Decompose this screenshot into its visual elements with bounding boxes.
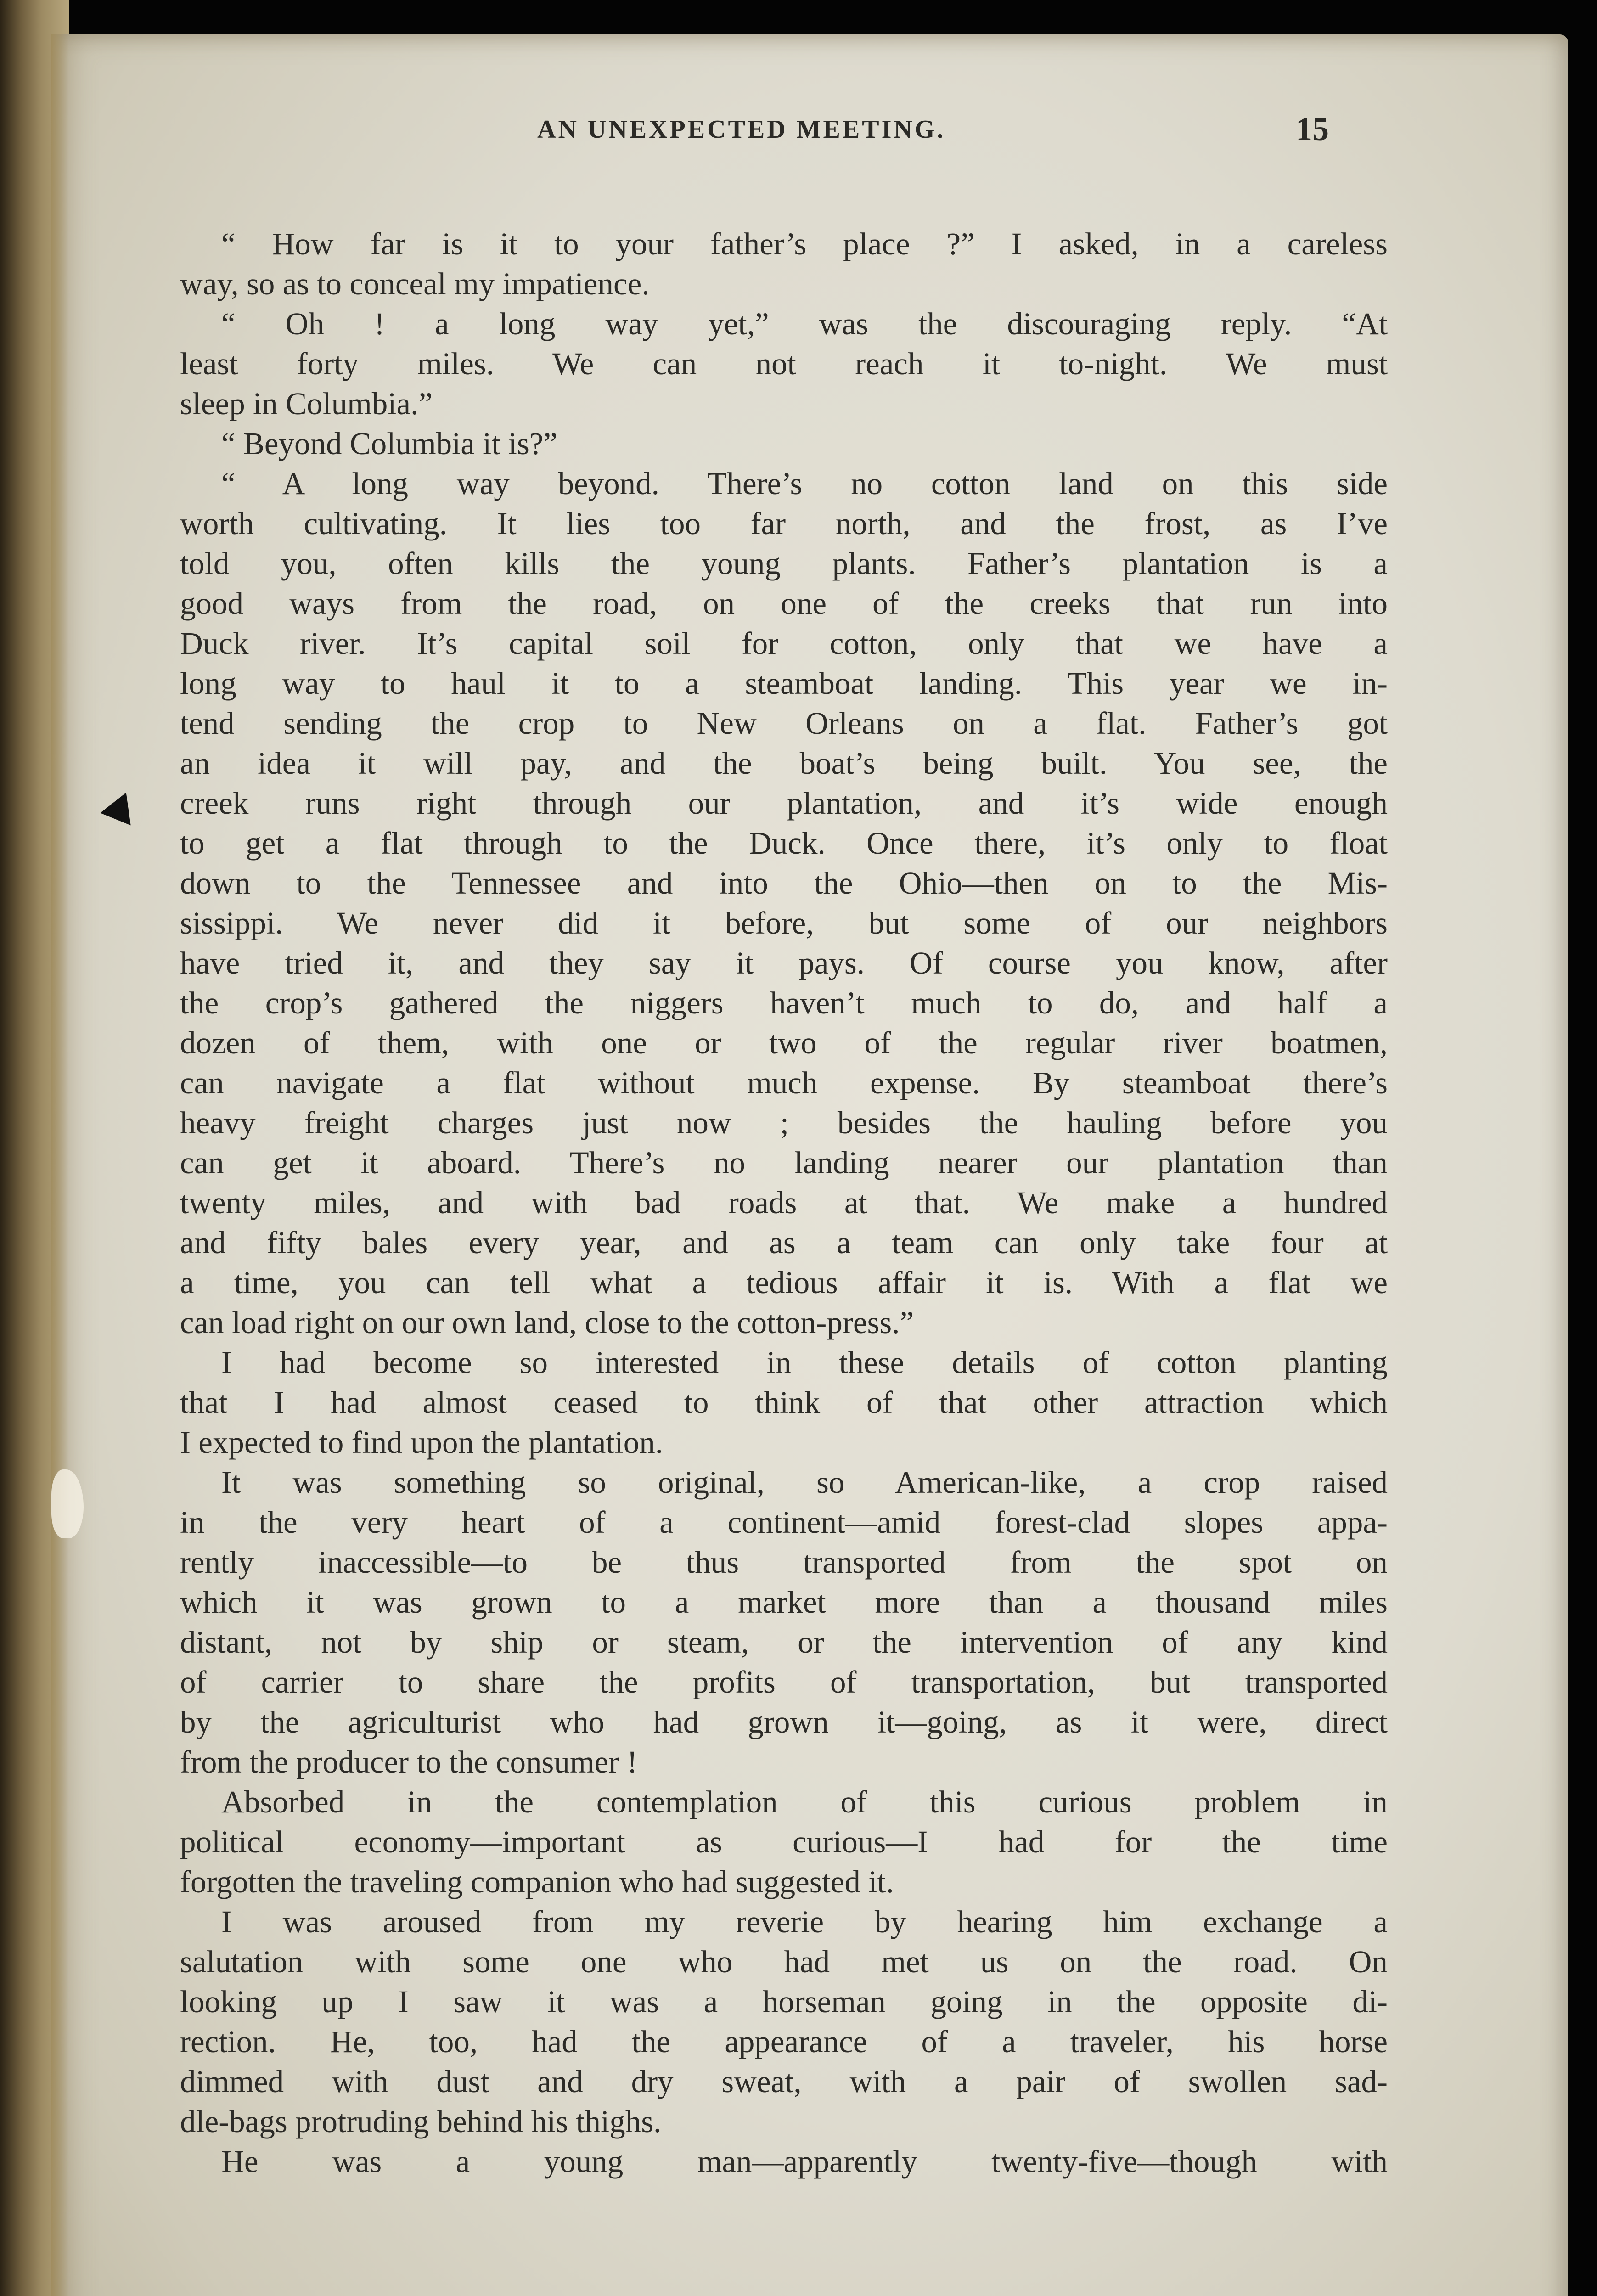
text-line: He was a young man—apparently twenty-five—though with [221, 2144, 1388, 2179]
text-line: sissippi. We never did it before, but some of our neighbors [180, 906, 1388, 940]
text-line: forgotten the traveling companion who had suggested it. [180, 1864, 894, 1899]
text-line: which it was grown to a market more than a thousand miles [180, 1585, 1388, 1620]
text-line: down to the Tennessee and into the Ohio—then on to the Mis- [180, 866, 1388, 900]
text-line: least forty miles. We can not reach it to-night. We must [180, 346, 1388, 381]
text-line: dimmed with dust and dry sweat, with a pair of swollen sad- [180, 2064, 1388, 2099]
text-line: and fifty bales every year, and as a team can only take four at [180, 1225, 1388, 1260]
text-line: by the agriculturist who had grown it—going, as it were, direct [180, 1705, 1388, 1739]
text-line: can load right on our own land, close to the cotton-press.” [180, 1305, 914, 1340]
text-line: in the very heart of a continent—amid forest-clad slopes appa- [180, 1505, 1388, 1540]
page-gutter [51, 34, 69, 2296]
text-line: can get it aboard. There’s no landing nearer our plantation than [180, 1145, 1388, 1180]
text-line: salutation with some one who had met us on the road. On [180, 1944, 1388, 1979]
text-line: an idea it will pay, and the boat’s being built. You see, the [180, 746, 1388, 781]
text-line: worth cultivating. It lies too far north, and the frost, as I’ve [180, 506, 1388, 541]
text-line: good ways from the road, on one of the creeks that run into [180, 586, 1388, 621]
text-line: rently inaccessible—to be thus transported from the spot on [180, 1545, 1388, 1580]
text-line: distant, not by ship or steam, or the intervention of any kind [180, 1625, 1388, 1660]
text-line: “ Oh ! a long way yet,” was the discouraging reply. “At [221, 306, 1388, 341]
text-line: heavy freight charges just now ; besides the hauling before you [180, 1105, 1388, 1140]
text-line: can navigate a flat without much expense. By steamboat there’s [180, 1065, 1388, 1100]
text-line: to get a flat through to the Duck. Once there, it’s only to float [180, 826, 1388, 861]
text-line: way, so as to conceal my impatience. [180, 266, 650, 301]
text-line: “ A long way beyond. There’s no cotton land on this side [221, 466, 1388, 501]
text-line: political economy—important as curious—I had for the time [180, 1824, 1388, 1859]
text-line: looking up I saw it was a horseman going in the opposite di- [180, 1984, 1388, 2019]
text-line: Absorbed in the contemplation of this curious problem in [221, 1784, 1388, 1819]
text-line: from the producer to the consumer ! [180, 1745, 638, 1779]
text-line: long way to haul it to a steamboat landing. This year we in- [180, 666, 1388, 701]
text-line: dozen of them, with one or two of the regular river boatmen, [180, 1025, 1388, 1060]
text-line: have tried it, and they say it pays. Of course you know, after [180, 945, 1388, 980]
text-line: of carrier to share the profits of transportation, but transported [180, 1665, 1388, 1699]
page-number: 15 [1296, 111, 1329, 147]
text-line: a time, you can tell what a tedious affair it is. With a flat we [180, 1265, 1388, 1300]
text-line: It was something so original, so American-like, a crop raised [221, 1465, 1388, 1500]
text-line: “ Beyond Columbia it is?” [221, 426, 558, 461]
margin-arrow-mark [98, 793, 130, 829]
text-line: creek runs right through our plantation, and it’s wide enough [180, 786, 1388, 821]
running-head: AN UNEXPECTED MEETING. [537, 115, 946, 144]
text-line: the crop’s gathered the niggers haven’t much to do, and half a [180, 985, 1388, 1020]
body-text [180, 224, 1388, 2182]
text-line: I was aroused from my reverie by hearing him exchange a [221, 1904, 1388, 1939]
text-line: sleep in Columbia.” [180, 386, 433, 421]
text-line: rection. He, too, had the appearance of a traveler, his horse [180, 2024, 1388, 2059]
text-line: tend sending the crop to New Orleans on a flat. Father’s got [180, 706, 1388, 741]
text-line: twenty miles, and with bad roads at that. We make a hundred [180, 1185, 1388, 1220]
text-line: Duck river. It’s capital soil for cotton, only that we have a [180, 626, 1388, 661]
text-line: I expected to find upon the plantation. [180, 1425, 663, 1460]
text-line: “ How far is it to your father’s place ?” I asked, in a careless [221, 226, 1388, 261]
text-line: told you, often kills the young plants. Father’s plantation is a [180, 546, 1388, 581]
text-line: I had become so interested in these details of cotton planting [221, 1345, 1388, 1380]
text-line: dle-bags protruding behind his thighs. [180, 2104, 662, 2139]
text-line: that I had almost ceased to think of that other attraction which [180, 1385, 1388, 1420]
